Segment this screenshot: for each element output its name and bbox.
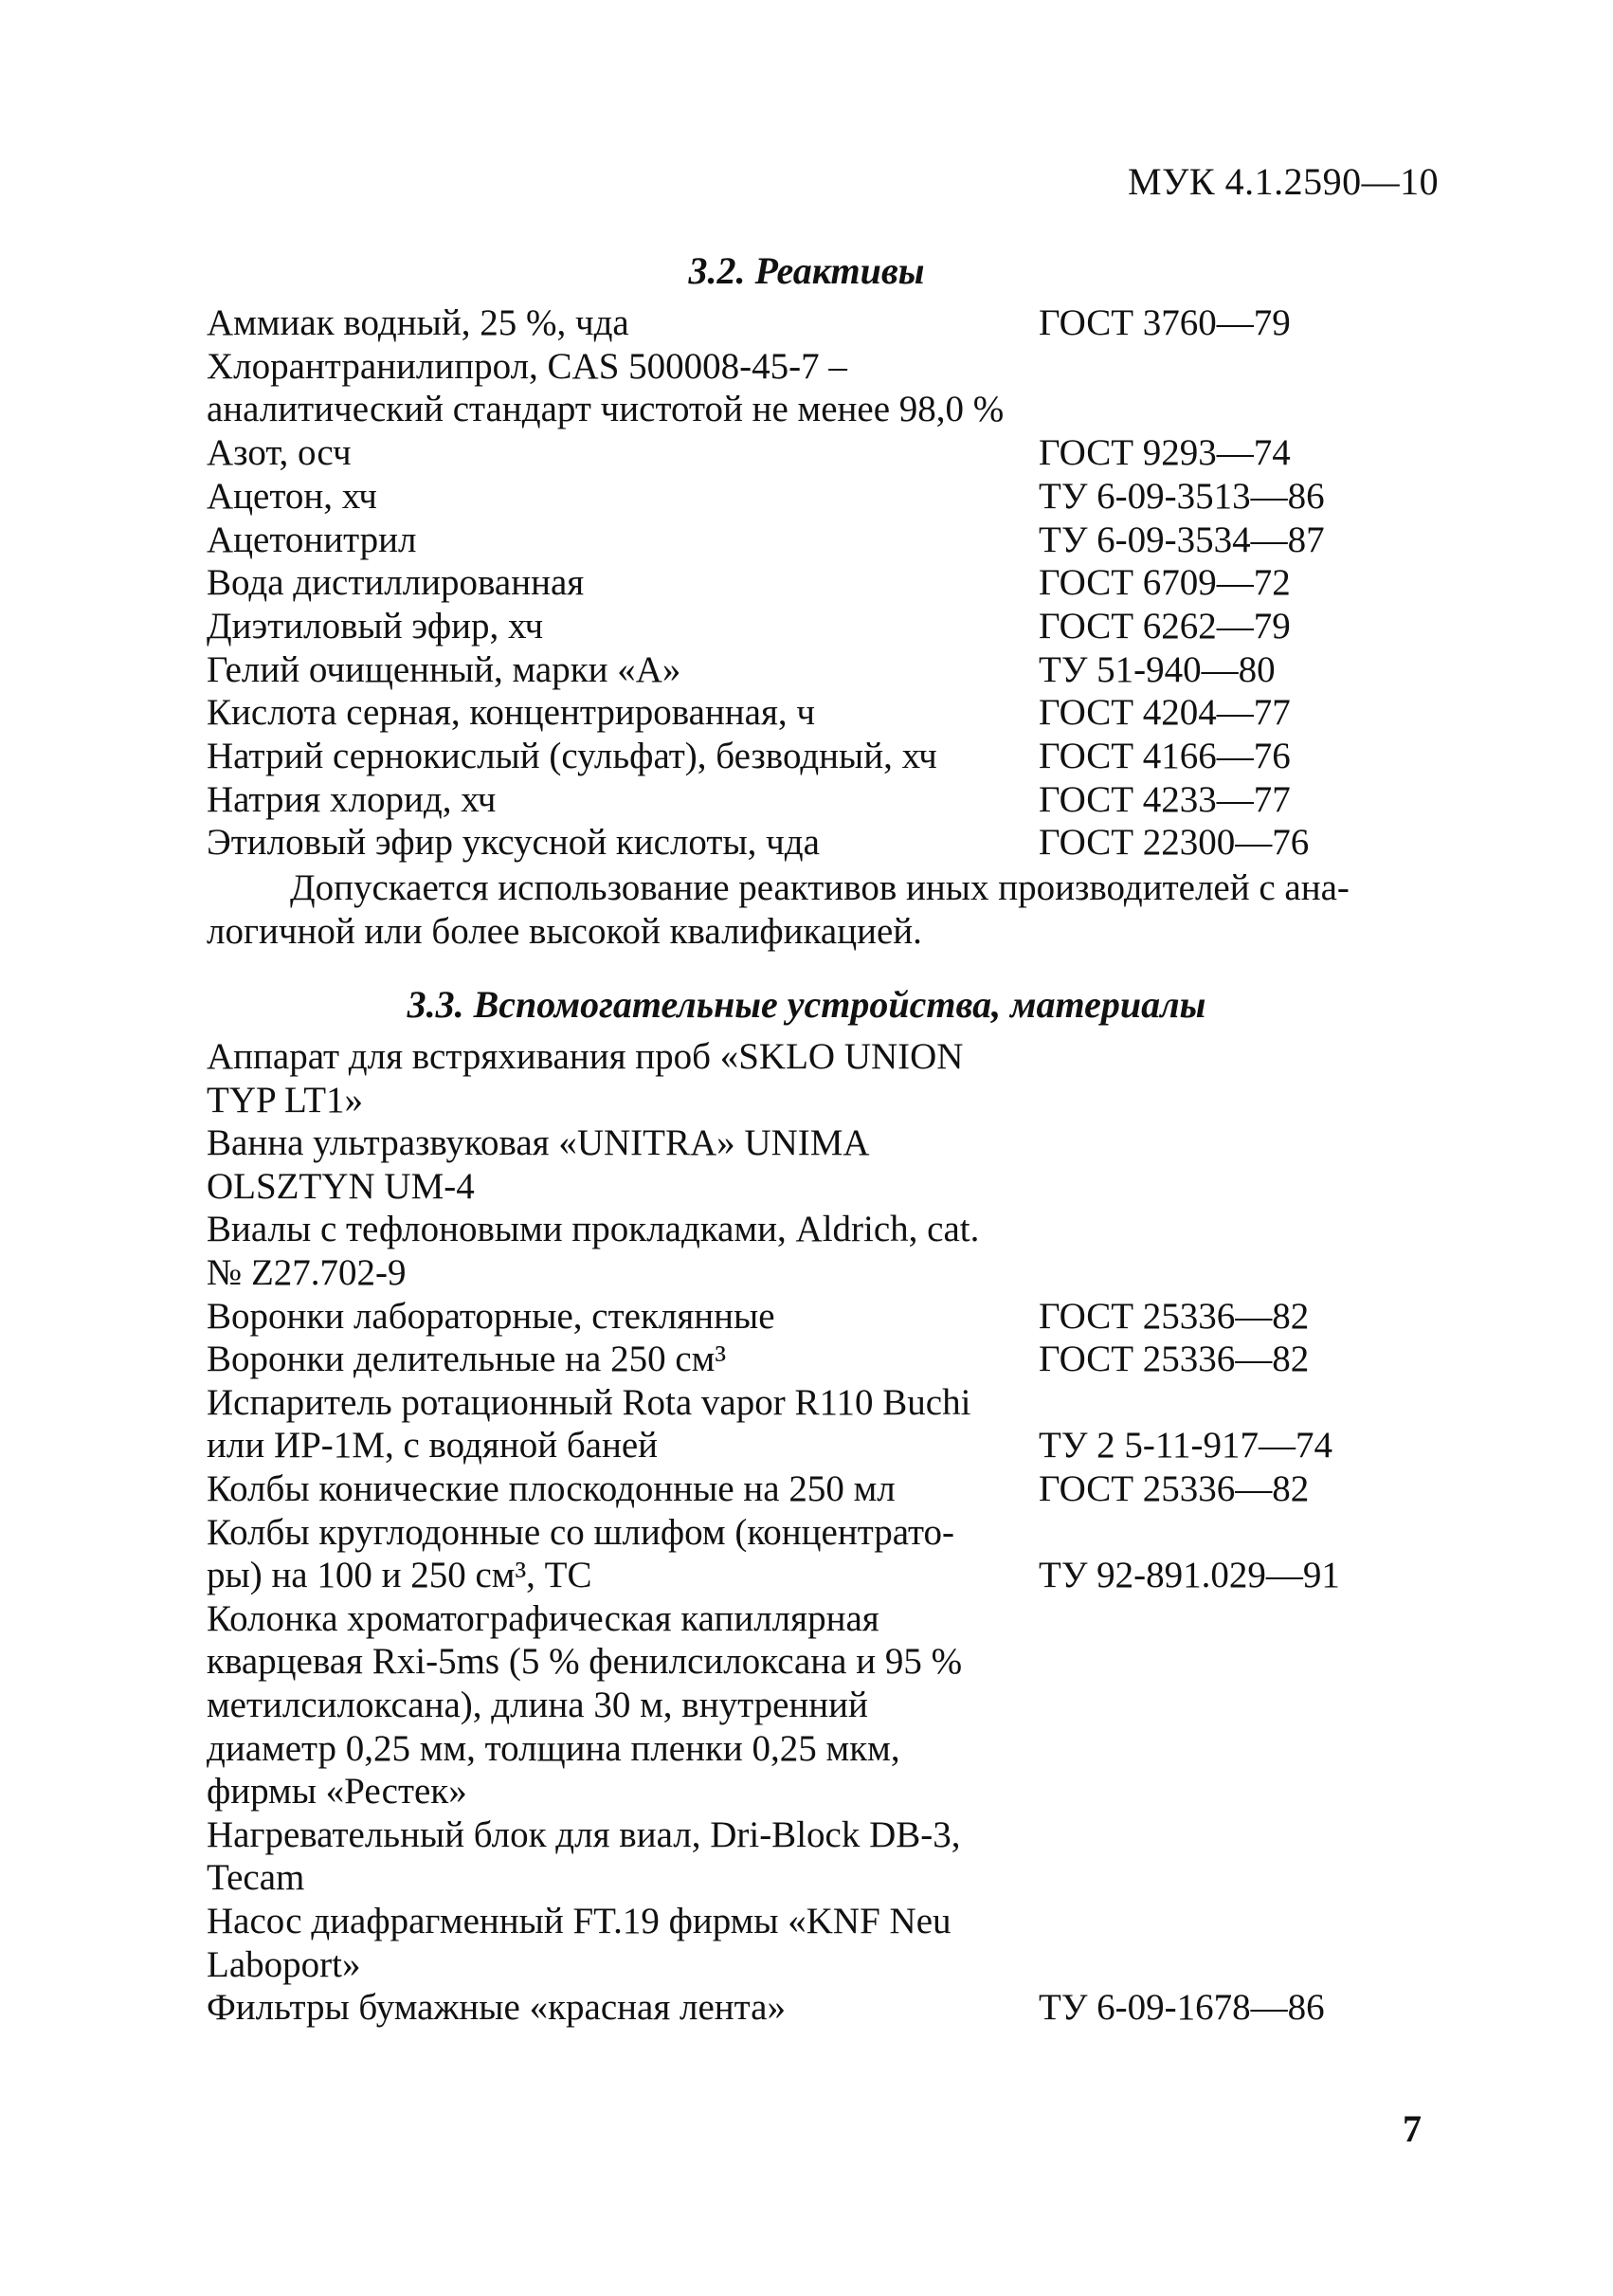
item-name: фирмы «Рестек» xyxy=(207,1771,467,1813)
item-standard: ТУ 92-891.029—91 xyxy=(1039,1555,1340,1596)
item-standard: ГОСТ 6709—72 xyxy=(1039,562,1291,604)
reagents-note-line1: Допускается использование реактивов иных производителей с ана- xyxy=(290,867,1350,908)
item-standard: ТУ 51-940—80 xyxy=(1039,648,1276,690)
item-standard: ГОСТ 25336—82 xyxy=(1039,1339,1310,1380)
item-name: Ацетонитрил xyxy=(207,519,417,560)
item-name: или ИР-1М, с водяной баней xyxy=(207,1425,659,1467)
item-standard: ГОСТ 9293—74 xyxy=(1039,432,1291,474)
item-name: Аммиак водный, 25 %, чда xyxy=(207,302,629,343)
item-standard: ГОСТ 4233—77 xyxy=(1039,778,1291,820)
item-standard: ГОСТ 4204—77 xyxy=(1039,692,1291,734)
item-name: Натрия хлорид, хч xyxy=(207,778,497,820)
item-name: Laboport» xyxy=(207,1943,361,1985)
item-name: диаметр 0,25 мм, толщина пленки 0,25 мкм, xyxy=(207,1727,900,1769)
item-name: Диэтиловый эфир, хч xyxy=(207,605,544,647)
item-name: аналитический стандарт чистотой не менее 98,0 % xyxy=(207,389,1005,430)
item-name: Вода дистиллированная xyxy=(207,562,585,604)
item-name: № Z27.702-9 xyxy=(207,1252,407,1293)
section-title-equipment: 3.3. Вспомогательные устройства, материалы xyxy=(407,983,1206,1026)
section-title-reagents: 3.2. Реактивы xyxy=(688,249,925,292)
item-name: Воронки лабораторные, стеклянные xyxy=(207,1295,775,1337)
item-name: Tecam xyxy=(207,1857,305,1899)
item-name: Ванна ультразвуковая «UNITRA» UNIMA xyxy=(207,1122,870,1164)
item-name: Виалы с тефлоновыми прокладками, Aldrich, cat. xyxy=(207,1209,980,1250)
item-standard: ГОСТ 6262—79 xyxy=(1039,605,1291,647)
item-name: Натрий сернокислый (сульфат), безводный, хч xyxy=(207,736,937,776)
item-name: Хлорантранилипрол, CAS 500008-45-7 – xyxy=(207,345,847,387)
item-name: Нагревательный блок для виал, Dri-Block DB-3, xyxy=(207,1813,961,1855)
item-standard: ТУ 6-09-3513—86 xyxy=(1039,475,1325,517)
item-standard: ГОСТ 3760—79 xyxy=(1039,302,1291,343)
item-name: Колбы конические плоскодонные на 250 мл xyxy=(207,1468,896,1509)
item-name: Гелий очищенный, марки «А» xyxy=(207,648,681,690)
item-name: TYP LT1» xyxy=(207,1079,364,1121)
item-standard: ТУ 2 5-11-917—74 xyxy=(1039,1425,1332,1467)
reagents-note-line2: логичной или более высокой квалификацией. xyxy=(207,911,922,952)
item-name: Испаритель ротационный Rota vapor R110 Buchi xyxy=(207,1381,971,1423)
item-standard: ТУ 6-09-3534—87 xyxy=(1039,519,1325,560)
item-name: OLSZTYN UM-4 xyxy=(207,1165,475,1207)
item-name: Аппарат для встряхивания проб «SKLO UNION xyxy=(207,1036,964,1077)
item-standard: ТУ 6-09-1678—86 xyxy=(1039,1987,1325,2029)
item-name: Насос диафрагменный FT.19 фирмы «KNF Neu xyxy=(207,1901,951,1941)
item-name: Азот, осч xyxy=(207,432,352,474)
item-name: Кислота серная, концентрированная, ч xyxy=(207,692,816,734)
item-standard: ГОСТ 22300—76 xyxy=(1039,822,1310,864)
document-code: МУК 4.1.2590—10 xyxy=(1128,160,1440,203)
item-name: Колбы круглодонные со шлифом (концентрато- xyxy=(207,1511,955,1553)
item-name: Фильтры бумажные «красная лента» xyxy=(207,1987,786,2029)
item-standard: ГОСТ 25336—82 xyxy=(1039,1468,1310,1509)
item-name: метилсилоксана), длина 30 м, внутренний xyxy=(207,1685,868,1725)
page-number: 7 xyxy=(1403,2107,1422,2150)
item-name: кварцевая Rxi-5ms (5 % фенилсилоксана и 95 % xyxy=(207,1641,963,1683)
item-name: Воронки делительные на 250 см³ xyxy=(207,1339,727,1380)
item-standard: ГОСТ 4166—76 xyxy=(1039,736,1291,776)
item-standard: ГОСТ 25336—82 xyxy=(1039,1295,1310,1337)
item-name: Колонка хроматографическая капиллярная xyxy=(207,1597,879,1639)
item-name: ры) на 100 и 250 см³, ТС xyxy=(207,1555,592,1596)
item-name: Ацетон, хч xyxy=(207,475,377,517)
item-name: Этиловый эфир уксусной кислоты, чда xyxy=(207,822,820,864)
